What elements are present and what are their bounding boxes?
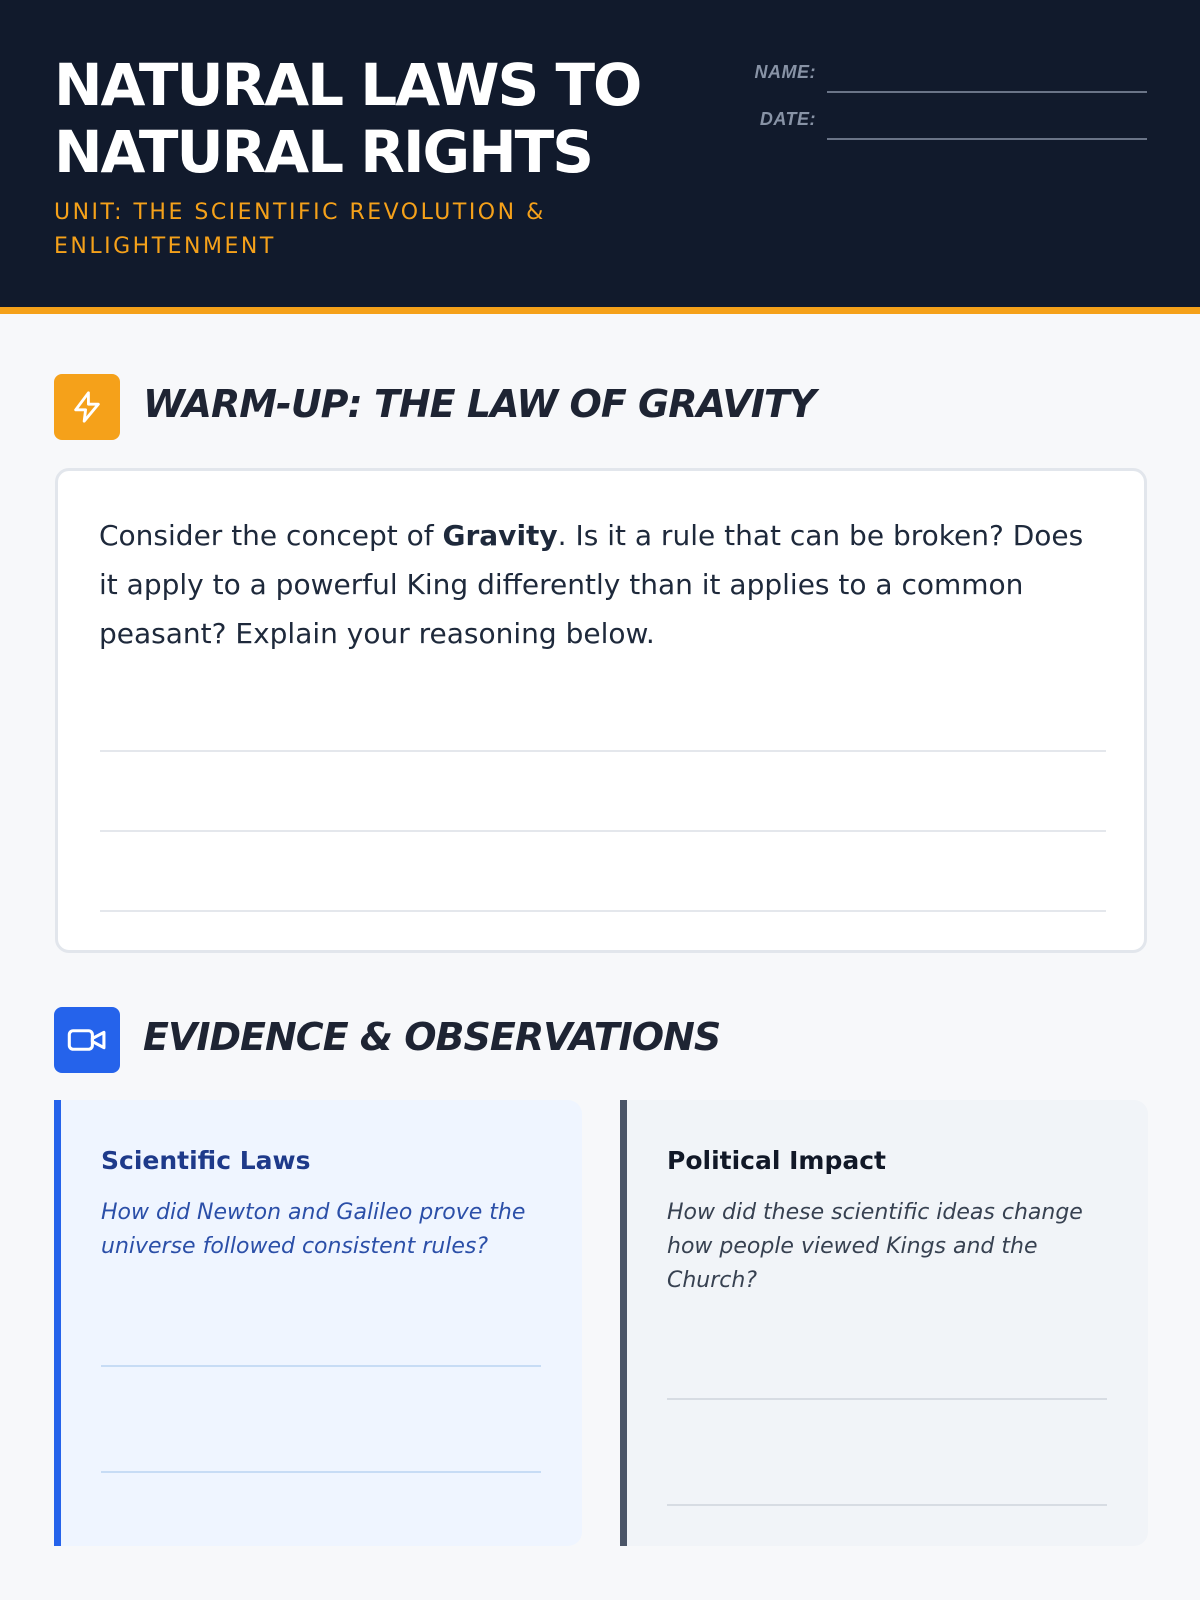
box-title: Scientific Laws (101, 1146, 311, 1175)
answer-line-1[interactable] (100, 750, 1106, 752)
title-line-1: NATURAL LAWS TO (54, 51, 641, 119)
answer-line[interactable] (667, 1504, 1107, 1506)
warmup-heading: WARM-UP: THE LAW OF GRAVITY (143, 382, 816, 426)
unit-subtitle: UNIT: THE SCIENTIFIC REVOLUTION & ENLIGHTENMENT (54, 200, 546, 259)
lightning-bolt-icon (54, 374, 120, 440)
name-field[interactable] (827, 91, 1147, 93)
worksheet-title (54, 52, 694, 186)
answer-line-2[interactable] (100, 830, 1106, 832)
video-camera-icon (54, 1007, 120, 1073)
warmup-prompt: Consider the concept of Gravity. Is it a rule that can be broken? Does it apply to a powerful King differently than it applies to a common peasant? Explain your reasoning below. (99, 519, 1084, 650)
evidence-heading: EVIDENCE & OBSERVATIONS (143, 1015, 721, 1059)
name-label: NAME: (754, 62, 816, 82)
date-field[interactable] (827, 138, 1147, 140)
scientific-laws-box (54, 1100, 582, 1546)
answer-line[interactable] (101, 1365, 541, 1367)
title-line-2: NATURAL RIGHTS (54, 118, 593, 186)
answer-line[interactable] (101, 1471, 541, 1473)
date-label: DATE: (759, 109, 816, 129)
box-title: Political Impact (667, 1146, 887, 1175)
warmup-card (55, 468, 1147, 953)
box-question: How did Newton and Galileo prove the universe followed consistent rules? (101, 1200, 526, 1259)
answer-line-3[interactable] (100, 910, 1106, 912)
political-impact-box (620, 1100, 1148, 1546)
gravity-term: Gravity (442, 519, 558, 552)
worksheet-header (0, 0, 1200, 314)
answer-line[interactable] (667, 1398, 1107, 1400)
box-question: How did these scientific ideas change how people viewed Kings and the Church? (667, 1200, 1083, 1293)
